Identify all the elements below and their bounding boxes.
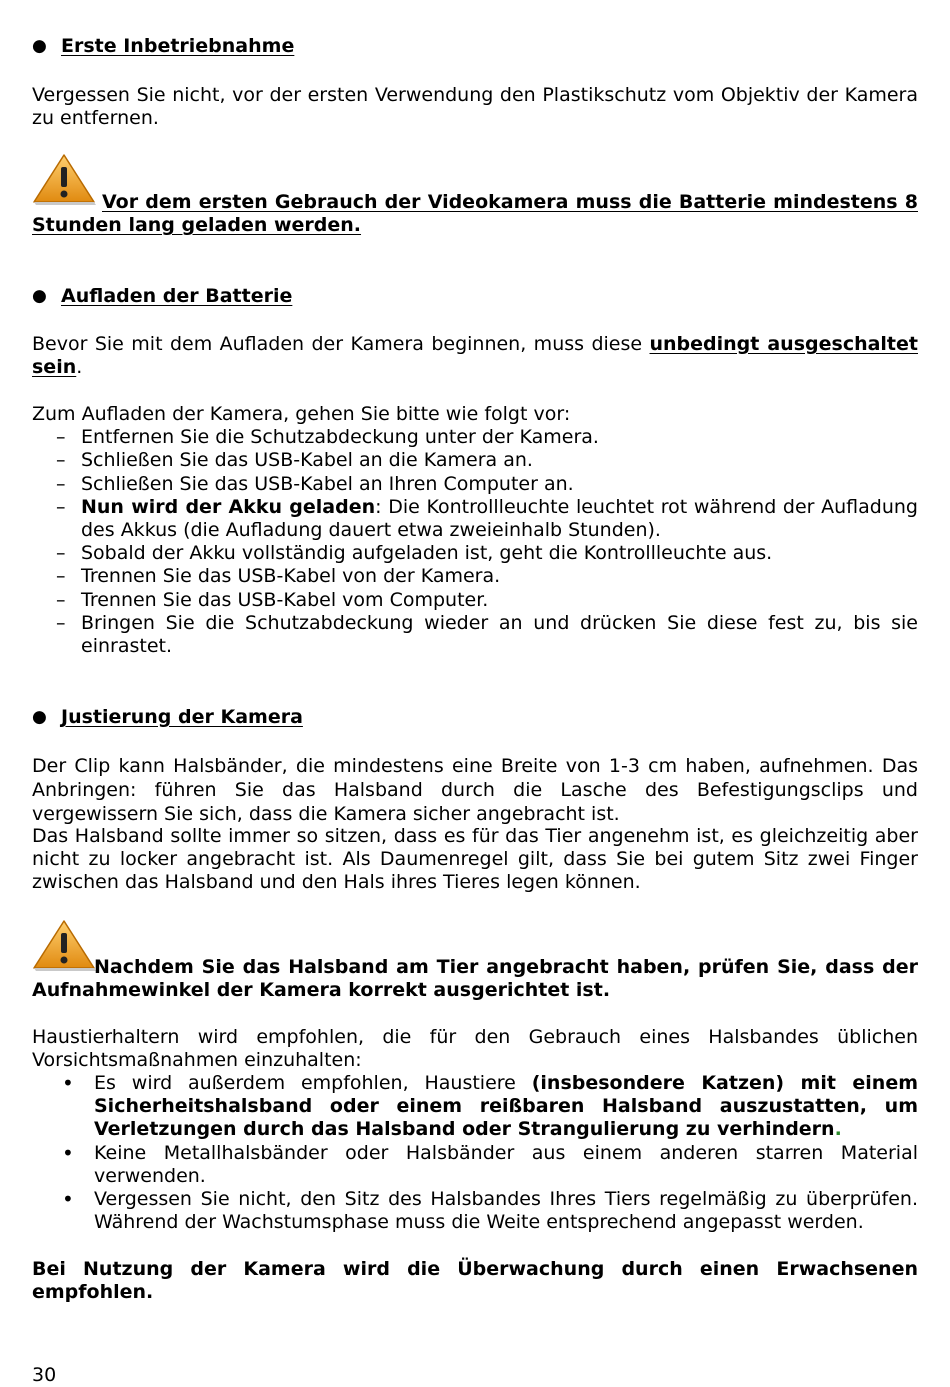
bullet-dot: ● <box>32 286 47 306</box>
precautions-list <box>32 1072 918 1234</box>
warning-text-angle: Nachdem Sie das Halsband am Tier angebracht haben, prüfen Sie, dass der Aufnahmewinkel der Kamera korrekt ausgerichtet ist. <box>32 956 918 1002</box>
list-item: – Entfernen Sie die Schutzabdeckung unter der Kamera. <box>32 426 918 449</box>
list-item: • Vergessen Sie nicht, den Sitz des Halsbandes Ihres Tiers regelmäßig zu überprüfen. Während der Wachstumsphase muss die Weite entsprechend angepasst werden. <box>32 1188 918 1234</box>
list-item: – Schließen Sie das USB-Kabel an Ihren Computer an. <box>32 473 918 496</box>
precautions-intro: Haustierhaltern wird empfohlen, die für den Gebrauch eines Halsbandes üblichen Vorsichtsmaßnahmen einzuhalten: <box>32 1026 918 1072</box>
charging-steps-list <box>32 426 918 658</box>
adjustment-paragraph-2: Das Halsband sollte immer so sitzen, dass es für das Tier angenehm ist, es gleichzeitig aber nicht zu locker angebracht ist. Als Daumenregel gilt, dass Sie bei gutem Sitz zwei Finger zwischen das Halsband und den Hals ihres Tieres legen können. <box>32 825 918 894</box>
first-use-paragraph: Vergessen Sie nicht, vor der ersten Verwendung den Plastikschutz vom Objektiv der Kamera zu entfernen. <box>32 84 918 130</box>
list-item: – Nun wird der Akku geladen: Die Kontrollleuchte leuchtet rot während der Aufladung des Akkus (die Aufladung dauert etwa zweieinhalb Stunden). <box>32 496 918 542</box>
charging-intro: Zum Aufladen der Kamera, gehen Sie bitte wie folgt vor: <box>32 403 571 425</box>
list-item: – Schließen Sie das USB-Kabel an die Kamera an. <box>32 449 918 472</box>
list-item: – Sobald der Akku vollständig aufgeladen ist, geht die Kontrollleuchte aus. <box>32 542 918 565</box>
charging-paragraph: Bevor Sie mit dem Aufladen der Kamera beginnen, muss diese unbedingt ausgeschaltet sein. <box>32 333 918 379</box>
bullet-dot: ● <box>32 36 47 56</box>
section-heading-first-use: ● Erste Inbetriebnahme <box>32 35 295 57</box>
charging-steps-block <box>32 403 918 658</box>
section-heading-adjustment: ● Justierung der Kamera <box>32 706 303 728</box>
list-item: • Keine Metallhalsbänder oder Halsbänder aus einem anderen starren Material verwenden. <box>32 1142 918 1188</box>
page-number: 30 <box>32 1364 57 1386</box>
section-heading-charging: ● Aufladen der Batterie <box>32 285 293 307</box>
adjustment-paragraph-1: Der Clip kann Halsbänder, die mindestens eine Breite von 1-3 cm haben, aufnehmen. Das Anbringen: führen Sie das Halsband durch die Lasche des Befestigungsclips und vergewissern Sie sich, dass die Kamera sicher angebracht ist. <box>32 755 918 825</box>
list-item: – Trennen Sie das USB-Kabel von der Kamera. <box>32 565 918 588</box>
bullet-dot: ● <box>32 707 47 727</box>
list-item: • Es wird außerdem empfohlen, Haustiere (insbesondere Katzen) mit einem Sicherheitshalsband oder einem reißbaren Halsband auszustatten, um Verletzungen durch das Halsband oder Strangulierung zu verhindern. <box>32 1072 918 1142</box>
list-item: – Bringen Sie die Schutzabdeckung wieder an und drücken Sie diese fest zu, bis sie einrastet. <box>32 612 918 658</box>
list-item: – Trennen Sie das USB-Kabel vom Computer. <box>32 589 918 612</box>
warning-text-charge: Vor dem ersten Gebrauch der Videokamera muss die Batterie mindestens 8 Stunden lang geladen werden. <box>32 191 918 237</box>
supervision-note: Bei Nutzung der Kamera wird die Überwachung durch einen Erwachsenen empfohlen. <box>32 1258 918 1304</box>
